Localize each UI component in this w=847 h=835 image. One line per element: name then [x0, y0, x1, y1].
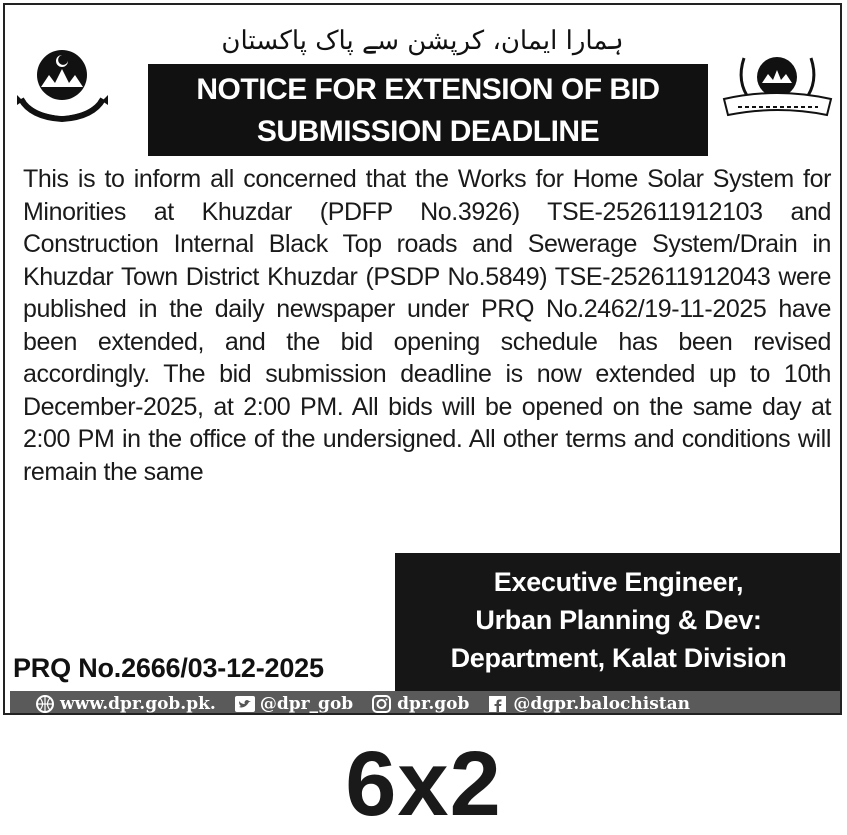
title-line-1: NOTICE FOR EXTENSION OF BID [196, 73, 660, 106]
prq-number: PRQ No.2666/03-12-2025 [13, 653, 324, 683]
signature-line-2: Urban Planning & Dev: [475, 605, 762, 635]
title-line-2: SUBMISSION DEADLINE [256, 115, 600, 148]
twitter-icon [234, 695, 256, 713]
instagram-icon [371, 695, 393, 713]
footer-instagram[interactable] [371, 691, 469, 715]
footer-website[interactable] [34, 691, 216, 715]
notice-body: This is to inform all concerned that the Works for Home Solar System for Minorities at Khuzdar (PDFP No.3926) TSE-252611912103 and Construction Internal Black Top roads and Sewerage System/Drain in Khuzdar Town District Khuzdar (PSDP No.5849) TSE-252611912043 were published in the daily newspaper under PRQ No.2462/19-11-2025 have been extended, and the bid opening schedule has been revised accordingly. The bid submission deadline is now extended up to 10th December-2025, at 2:00 PM. All bids will be opened on the same day at 2:00 PM in the office of the undersigned. All other terms and conditions will remain the same [23, 165, 831, 486]
notice-title [148, 64, 708, 156]
website-text: www.dpr.gob.pk. [60, 694, 216, 714]
globe-icon [34, 695, 56, 713]
signature-line-3: Department, Kalat Division [450, 643, 787, 673]
ad-size-label: 6x2 [345, 733, 502, 835]
footer-twitter[interactable] [234, 691, 353, 715]
twitter-text: @dpr_gob [259, 694, 354, 714]
footer-facebook[interactable] [487, 691, 690, 715]
instagram-text: dpr.gob [397, 694, 470, 714]
facebook-icon [487, 695, 509, 713]
dgpr-emblem-icon [720, 45, 835, 125]
facebook-text: @dgpr.balochistan [513, 694, 691, 714]
notice-frame [3, 3, 842, 715]
signature-block [395, 553, 842, 691]
urdu-slogan: ہمارا ایمان، کرپشن سے پاک پاکستان [221, 26, 624, 56]
footer-bar [10, 691, 842, 715]
signature-line-1: Executive Engineer, [493, 567, 744, 597]
balochistan-emblem-icon [15, 45, 110, 127]
